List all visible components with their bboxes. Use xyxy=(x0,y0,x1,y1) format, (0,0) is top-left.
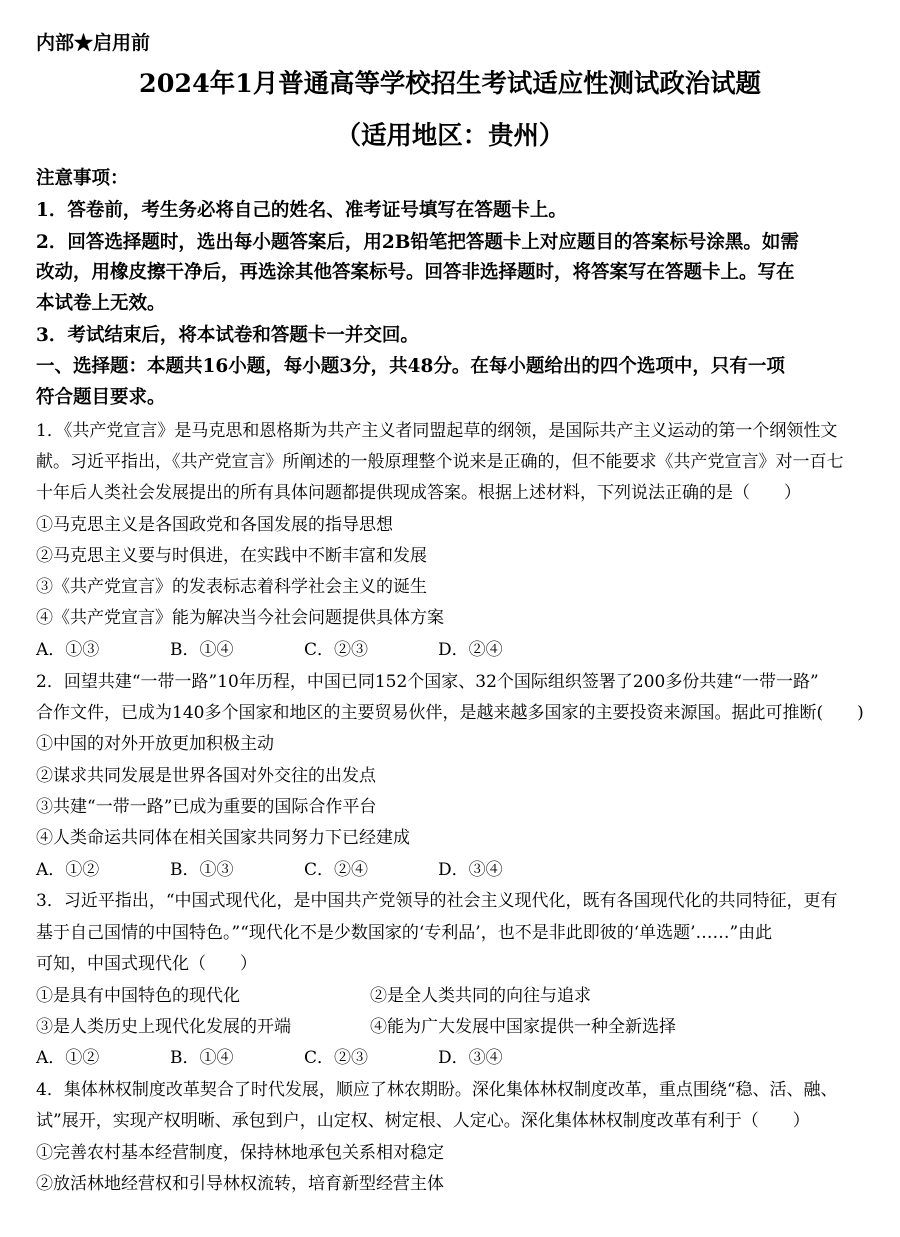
q4-stem-line-1: 4．集体林权制度改革契合了时代发展，顺应了林农期盼。深化集体林权制度改革，重点围绕“稳、活、融、 xyxy=(36,1080,838,1100)
q2-option-c[interactable]: C．②④ xyxy=(304,860,369,880)
note-1: 1．答卷前，考生务必将自己的姓名、准考证号填写在答题卡上。 xyxy=(36,200,567,221)
q3-stem-line-3: 可知，中国式现代化（ ） xyxy=(36,954,257,974)
q3-statements-row-2 xyxy=(36,1012,676,1037)
q3-stem-line-1: 3．习近平指出，“中国式现代化，是中国共产党领导的社会主义现代化，既有各国现代化的共同特征，更有 xyxy=(36,891,838,911)
note-2-line-1: 2．回答选择题时，选出每小题答案后，用2B铅笔把答题卡上对应题目的答案标号涂黑。如需 xyxy=(36,232,799,253)
q3-statement-3: ③是人类历史上现代化发展的开端 xyxy=(36,1017,291,1037)
q4-statement-2: ②放活林地经营权和引导林权流转，培育新型经营主体 xyxy=(36,1174,444,1194)
q3-statement-4: ④能为广大发展中国家提供一种全新选择 xyxy=(370,1017,676,1037)
q2-statement-4: ④人类命运共同体在相关国家共同努力下已经建成 xyxy=(36,828,410,848)
q1-options xyxy=(36,635,503,660)
q1-statement-2: ②马克思主义要与时俱进，在实践中不断丰富和发展 xyxy=(36,546,427,566)
q2-option-d[interactable]: D．③④ xyxy=(438,860,503,880)
notes-heading: 注意事项： xyxy=(36,168,129,189)
q2-statement-3: ③共建“一带一路”已成为重要的国际合作平台 xyxy=(36,797,377,817)
q1-option-c[interactable]: C．②③ xyxy=(304,640,369,660)
section-heading-line-1: 一、选择题：本题共16小题，每小题3分，共48分。在每小题给出的四个选项中，只有一项 xyxy=(36,356,785,377)
q3-option-c[interactable]: C．②③ xyxy=(304,1048,369,1068)
q3-statement-1: ①是具有中国特色的现代化 xyxy=(36,986,240,1006)
q1-stem-line-3: 十年后人类社会发展提出的所有具体问题都提供现成答案。根据上述材料，下列说法正确的是（ ） xyxy=(36,483,801,503)
q3-statements-row-1 xyxy=(36,981,591,1006)
q1-stem-line-1: 1．《共产党宣言》是马克思和恩格斯为共产主义者同盟起草的纲领，是国际共产主义运动的第一个纲领性文 xyxy=(36,421,838,441)
q4-stem-line-2: 试”展开，实现产权明晰、承包到户，山定权、树定根、人定心。深化集体林权制度改革有利于（ ） xyxy=(36,1111,810,1131)
exam-title: 2024年1月普通高等学校招生考试适应性测试政治试题 xyxy=(139,68,761,98)
q1-option-a[interactable]: A．①③ xyxy=(36,640,100,660)
q2-statement-2: ②谋求共同发展是世界各国对外交往的出发点 xyxy=(36,766,376,786)
q2-option-b[interactable]: B．①③ xyxy=(170,860,234,880)
q2-stem-line-2: 合作文件，已成为140多个国家和地区的主要贸易伙伴，是越来越多国家的主要投资来源国。据此可推断( ) xyxy=(36,703,864,723)
q3-options xyxy=(36,1043,503,1068)
q2-options xyxy=(36,855,503,880)
q1-statement-3: ③《共产党宣言》的发表标志着科学社会主义的诞生 xyxy=(36,577,427,597)
q2-statement-1: ①中国的对外开放更加积极主动 xyxy=(36,734,274,754)
q1-stem-line-2: 献。习近平指出，《共产党宣言》所阐述的一般原理整个说来是正确的，但不能要求《共产党宣言》对一百七 xyxy=(36,452,844,472)
q4-statement-1: ①完善农村基本经营制度，保持林地承包关系相对稳定 xyxy=(36,1143,444,1163)
q1-statement-1: ①马克思主义是各国政党和各国发展的指导思想 xyxy=(36,515,393,535)
q3-option-d[interactable]: D．③④ xyxy=(438,1048,503,1068)
note-3: 3．考试结束后，将本试卷和答题卡一并交回。 xyxy=(36,325,419,346)
q2-option-a[interactable]: A．①② xyxy=(36,860,100,880)
note-2-line-3: 本试卷上无效。 xyxy=(36,293,166,314)
section-heading-line-2: 符合题目要求。 xyxy=(36,387,166,408)
note-2-line-2: 改动，用橡皮擦干净后，再选涂其他答案标号。回答非选择题时，将答案写在答题卡上。写在 xyxy=(36,262,795,283)
q1-option-b[interactable]: B．①④ xyxy=(170,640,234,660)
q2-stem-line-1: 2．回望共建“一带一路”10年历程，中国已同152个国家、32个国际组织签署了200多份共建“一带一路” xyxy=(36,672,819,692)
q1-statement-4: ④《共产党宣言》能为解决当今社会问题提供具体方案 xyxy=(36,608,444,628)
q3-stem-line-2: 基于自己国情的中国特色。”“现代化不是少数国家的‘专利品’，也不是非此即彼的‘单选题’……”由此 xyxy=(36,923,773,943)
q3-option-a[interactable]: A．①② xyxy=(36,1048,100,1068)
q3-statement-2: ②是全人类共同的向往与追求 xyxy=(370,986,591,1006)
q3-option-b[interactable]: B．①④ xyxy=(170,1048,234,1068)
exam-subtitle: （适用地区：贵州） xyxy=(335,120,565,150)
confidential-label: 内部★启用前 xyxy=(36,32,151,54)
q1-option-d[interactable]: D．②④ xyxy=(438,640,503,660)
